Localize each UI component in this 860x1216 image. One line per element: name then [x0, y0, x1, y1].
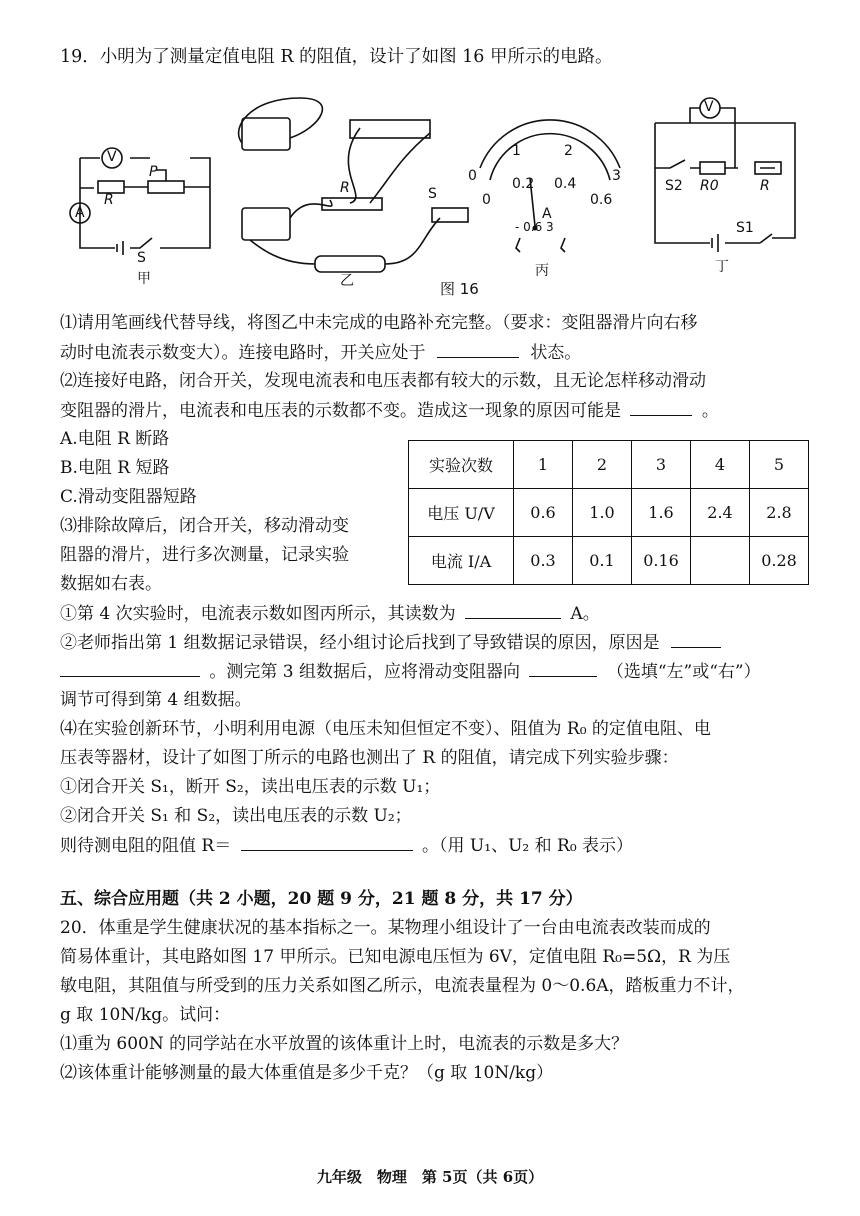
q19-p4-text-b: 。（用 U₁、U₂ 和 R₀ 表示）	[422, 836, 634, 856]
ammeter-label: A	[75, 205, 85, 221]
table-cell: 1	[514, 441, 573, 489]
fig-jia-label: 甲	[137, 271, 151, 287]
table-row-header	[409, 441, 809, 489]
q19-p2-text-a: 变阻器的滑片，电流表和电压表的示数都不变。造成这一现象的原因可能是	[60, 401, 621, 421]
q19-p1-text-b: 状态。	[530, 343, 582, 363]
answer-blank-switch-state[interactable]	[437, 341, 519, 358]
q19-sub2-text-a: ②老师指出第 1 组数据记录错误，经小组讨论后找到了导致错误的原因，原因是	[60, 633, 660, 653]
meter-tick-top-0: 0	[468, 168, 477, 184]
option-b: B.电阻 R 短路	[60, 458, 170, 478]
r0-label: R0	[700, 178, 719, 194]
meter-unit-label: A	[542, 206, 552, 222]
q19-title: 19．小明为了测量定值电阻 R 的阻值，设计了如图 16 甲所示的电路。	[60, 47, 613, 67]
table-cell: 1.0	[573, 489, 632, 537]
q20-sub2: ⑵该体重计能够测量的最大体重值是多少千克？（g 取 10N/kg）	[60, 1063, 554, 1083]
yi-switch-label: S	[428, 186, 437, 202]
s1-label: S1	[736, 220, 754, 236]
slider-label: P	[149, 164, 158, 180]
q20-line1: 20．体重是学生健康状况的基本指标之一。某物理小组设计了一台由电流表改装而成的	[60, 918, 711, 938]
q19-p1-text-a: 动时电流表示数变大）。连接电路时，开关应处于	[60, 343, 426, 363]
fig-bing-label: 丙	[535, 263, 549, 279]
meter-tick-top-1: 1	[512, 143, 521, 159]
table-cell: 2.8	[750, 489, 809, 537]
q20-sub1: ⑴重为 600N 的同学站在水平放置的该体重计上时，电流表的示数是多大？	[60, 1034, 629, 1054]
q19-p3-line3: 数据如右表。	[60, 574, 162, 594]
q19-sub2-line1	[60, 631, 721, 654]
answer-blank-direction[interactable]	[529, 660, 597, 677]
q19-p2-line2	[60, 399, 719, 422]
table-cell: 电压 U/V	[409, 489, 514, 537]
voltmeter-label: V	[107, 149, 117, 165]
q20-line2: 简易体重计，其电路如图 17 甲所示。已知电源电压恒为 6V，定值电阻 R₀=5Ω，R 为压	[60, 947, 731, 967]
q19-p1-line1: ⑴请用笔画线代替导线，将图乙中未完成的电路补充完整。（要求：变阻器滑片向右移	[60, 313, 698, 333]
table-cell: 1.6	[632, 489, 691, 537]
table-cell-empty[interactable]	[691, 537, 750, 585]
section5-title: 五、综合应用题（共 2 小题，20 题 9 分，21 题 8 分，共 17 分）	[60, 889, 583, 909]
q19-p4-line1: ⑷在实验创新环节，小明利用电源（电压未知但恒定不变）、阻值为 R₀ 的定值电阻、电	[60, 719, 711, 739]
q19-p2-line1: ⑵连接好电路，闭合开关，发现电流表和电压表都有较大的示数，且无论怎样移动滑动	[60, 371, 706, 391]
answer-blank-cause[interactable]	[630, 399, 692, 416]
table-cell: 0.3	[514, 537, 573, 585]
table-cell: 电流 I/A	[409, 537, 514, 585]
meter-tick-bottom-2: 0.4	[554, 176, 577, 192]
meter-tick-bottom-1: 0.2	[512, 176, 535, 192]
ding-r-label: R	[760, 178, 770, 194]
q19-p4-line2: 压表等器材，设计了如图丁所示的电路也测出了 R 的阻值，请完成下列实验步骤：	[60, 748, 679, 768]
q19-sub2-line3: 调节可得到第 4 组数据。	[60, 690, 252, 710]
q20-line3: 敏电阻，其阻值与所受到的压力关系如图乙所示，电流表量程为 0～0.6A，踏板重力不计，	[60, 976, 745, 996]
q20-line4: g 取 10N/kg。试问：	[60, 1005, 231, 1025]
table-row-current	[409, 537, 809, 585]
q19-p4-text-a: 则待测电阻的阻值 R＝	[60, 836, 232, 856]
s2-label: S2	[665, 178, 683, 194]
q19-p2-text-b: 。	[701, 401, 719, 421]
page-footer: 九年级 物理 第 5页（共 6页）	[316, 1168, 544, 1186]
table-cell: 0.28	[750, 537, 809, 585]
table-cell: 5	[750, 441, 809, 489]
fig-ding-label: 丁	[715, 259, 729, 275]
option-a: A.电阻 R 断路	[60, 429, 170, 449]
q19-sub2-text-d: （选填“左”或“右”）	[606, 662, 761, 682]
switch-label: S	[137, 250, 146, 266]
ding-voltmeter-label: V	[704, 99, 714, 115]
meter-terminals-label: - 0.6 3	[515, 220, 554, 234]
figure-16	[60, 88, 800, 298]
q19-sub2-text-c: 。测完第 3 组数据后，应将滑动变阻器向	[209, 662, 521, 682]
table-cell: 实验次数	[409, 441, 514, 489]
experiment-data-table	[408, 440, 809, 585]
answer-blank-ammeter-reading[interactable]	[465, 602, 561, 619]
meter-tick-bottom-3: 0.6	[590, 192, 613, 208]
q19-p4-step1: ①闭合开关 S₁，断开 S₂，读出电压表的示数 U₁；	[60, 777, 441, 797]
resistor-label: R	[104, 192, 114, 208]
q19-sub1-text-b: A。	[570, 604, 600, 624]
table-cell: 2	[573, 441, 632, 489]
q19-sub2-line2	[60, 660, 761, 683]
answer-blank-resistance-formula[interactable]	[241, 834, 413, 851]
meter-tick-bottom-0: 0	[482, 192, 491, 208]
q19-p4-conclusion	[60, 834, 633, 857]
table-row-voltage	[409, 489, 809, 537]
table-cell: 3	[632, 441, 691, 489]
table-cell: 0.1	[573, 537, 632, 585]
q19-p1-line2	[60, 341, 581, 364]
q19-p4-step2: ②闭合开关 S₁ 和 S₂，读出电压表的示数 U₂；	[60, 806, 412, 826]
figure-caption: 图 16	[440, 280, 479, 298]
table-cell: 4	[691, 441, 750, 489]
q19-sub1-text-a: ①第 4 次实验时，电流表示数如图丙所示，其读数为	[60, 604, 456, 624]
q19-sub1	[60, 602, 600, 625]
option-c: C.滑动变阻器短路	[60, 487, 197, 507]
q19-p3-line2: 阻器的滑片，进行多次测量，记录实验	[60, 545, 349, 565]
fig-yi-label: 乙	[340, 273, 354, 289]
q19-p3-line1: ⑶排除故障后，闭合开关，移动滑动变	[60, 516, 349, 536]
meter-tick-top-2: 2	[564, 143, 573, 159]
table-cell: 0.6	[514, 489, 573, 537]
answer-blank-error-reason-a[interactable]	[671, 631, 721, 648]
table-cell: 2.4	[691, 489, 750, 537]
answer-blank-error-reason-b[interactable]	[60, 660, 200, 677]
table-cell: 0.16	[632, 537, 691, 585]
yi-resistor-label: R	[340, 180, 350, 196]
meter-tick-top-3: 3	[612, 168, 621, 184]
